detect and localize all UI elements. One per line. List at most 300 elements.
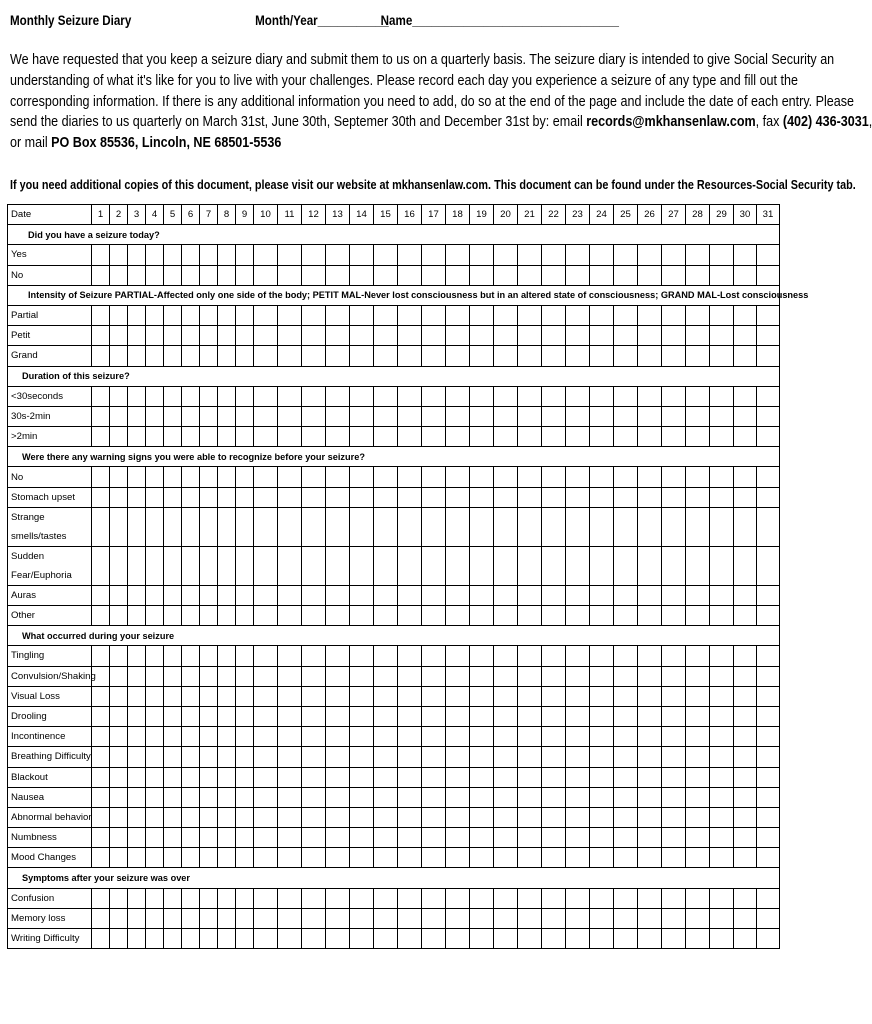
day-checkbox-cell[interactable]: [614, 747, 638, 767]
day-checkbox-cell[interactable]: [182, 346, 200, 366]
day-checkbox-cell[interactable]: [92, 585, 110, 605]
day-checkbox-cell[interactable]: [494, 686, 518, 706]
day-checkbox-cell[interactable]: [326, 727, 350, 747]
day-checkbox-cell[interactable]: [374, 727, 398, 747]
day-checkbox-cell[interactable]: [757, 888, 780, 908]
day-checkbox-cell[interactable]: [164, 666, 182, 686]
day-checkbox-cell[interactable]: [542, 666, 566, 686]
day-checkbox-cell[interactable]: [662, 888, 686, 908]
day-checkbox-cell[interactable]: [614, 848, 638, 868]
day-checkbox-cell[interactable]: [182, 706, 200, 726]
day-checkbox-cell[interactable]: [638, 245, 662, 265]
day-checkbox-cell[interactable]: [470, 767, 494, 787]
day-checkbox-cell[interactable]: [374, 487, 398, 507]
day-checkbox-cell[interactable]: [278, 305, 302, 325]
day-checkbox-cell[interactable]: [218, 606, 236, 626]
day-checkbox-cell[interactable]: [566, 467, 590, 487]
day-checkbox-cell[interactable]: [326, 305, 350, 325]
day-checkbox-cell[interactable]: [542, 326, 566, 346]
day-checkbox-cell[interactable]: [146, 828, 164, 848]
day-checkbox-cell[interactable]: [566, 606, 590, 626]
day-checkbox-cell[interactable]: [326, 888, 350, 908]
day-checkbox-cell[interactable]: [734, 767, 757, 787]
day-checkbox-cell[interactable]: [110, 848, 128, 868]
day-checkbox-cell[interactable]: [398, 848, 422, 868]
day-checkbox-cell[interactable]: [302, 908, 326, 928]
day-checkbox-cell[interactable]: [446, 686, 470, 706]
day-checkbox-cell[interactable]: [128, 305, 146, 325]
day-checkbox-cell[interactable]: [662, 487, 686, 507]
day-checkbox-cell[interactable]: [200, 828, 218, 848]
day-checkbox-cell[interactable]: [218, 807, 236, 827]
day-checkbox-cell[interactable]: [146, 767, 164, 787]
day-checkbox-cell[interactable]: [470, 546, 494, 585]
day-checkbox-cell[interactable]: [218, 767, 236, 787]
day-checkbox-cell[interactable]: [164, 767, 182, 787]
day-checkbox-cell[interactable]: [542, 767, 566, 787]
day-checkbox-cell[interactable]: [614, 828, 638, 848]
day-checkbox-cell[interactable]: [686, 507, 710, 546]
day-checkbox-cell[interactable]: [326, 787, 350, 807]
day-checkbox-cell[interactable]: [254, 848, 278, 868]
day-checkbox-cell[interactable]: [662, 326, 686, 346]
day-checkbox-cell[interactable]: [164, 346, 182, 366]
day-checkbox-cell[interactable]: [200, 305, 218, 325]
day-checkbox-cell[interactable]: [686, 686, 710, 706]
day-checkbox-cell[interactable]: [92, 908, 110, 928]
day-checkbox-cell[interactable]: [518, 346, 542, 366]
day-checkbox-cell[interactable]: [92, 807, 110, 827]
day-checkbox-cell[interactable]: [254, 787, 278, 807]
day-checkbox-cell[interactable]: [638, 908, 662, 928]
day-checkbox-cell[interactable]: [164, 386, 182, 406]
day-checkbox-cell[interactable]: [638, 427, 662, 447]
day-checkbox-cell[interactable]: [590, 546, 614, 585]
day-checkbox-cell[interactable]: [470, 346, 494, 366]
day-checkbox-cell[interactable]: [326, 546, 350, 585]
day-checkbox-cell[interactable]: [200, 507, 218, 546]
day-checkbox-cell[interactable]: [590, 747, 614, 767]
day-checkbox-cell[interactable]: [686, 727, 710, 747]
day-checkbox-cell[interactable]: [254, 467, 278, 487]
day-checkbox-cell[interactable]: [278, 787, 302, 807]
day-checkbox-cell[interactable]: [302, 888, 326, 908]
day-checkbox-cell[interactable]: [614, 727, 638, 747]
day-checkbox-cell[interactable]: [590, 807, 614, 827]
day-checkbox-cell[interactable]: [757, 848, 780, 868]
day-checkbox-cell[interactable]: [470, 787, 494, 807]
day-checkbox-cell[interactable]: [614, 507, 638, 546]
day-checkbox-cell[interactable]: [218, 546, 236, 585]
day-checkbox-cell[interactable]: [446, 406, 470, 426]
day-checkbox-cell[interactable]: [110, 646, 128, 666]
day-checkbox-cell[interactable]: [92, 427, 110, 447]
day-checkbox-cell[interactable]: [518, 386, 542, 406]
day-checkbox-cell[interactable]: [542, 888, 566, 908]
day-checkbox-cell[interactable]: [110, 507, 128, 546]
day-checkbox-cell[interactable]: [542, 305, 566, 325]
day-checkbox-cell[interactable]: [350, 747, 374, 767]
day-checkbox-cell[interactable]: [518, 646, 542, 666]
day-checkbox-cell[interactable]: [518, 606, 542, 626]
day-checkbox-cell[interactable]: [614, 245, 638, 265]
day-checkbox-cell[interactable]: [542, 467, 566, 487]
day-checkbox-cell[interactable]: [128, 606, 146, 626]
day-checkbox-cell[interactable]: [590, 305, 614, 325]
day-checkbox-cell[interactable]: [662, 747, 686, 767]
day-checkbox-cell[interactable]: [422, 767, 446, 787]
day-checkbox-cell[interactable]: [542, 807, 566, 827]
day-checkbox-cell[interactable]: [710, 666, 734, 686]
day-checkbox-cell[interactable]: [236, 888, 254, 908]
day-checkbox-cell[interactable]: [374, 606, 398, 626]
day-checkbox-cell[interactable]: [638, 386, 662, 406]
day-checkbox-cell[interactable]: [92, 828, 110, 848]
day-checkbox-cell[interactable]: [164, 807, 182, 827]
day-checkbox-cell[interactable]: [470, 427, 494, 447]
day-checkbox-cell[interactable]: [446, 467, 470, 487]
day-checkbox-cell[interactable]: [542, 606, 566, 626]
day-checkbox-cell[interactable]: [446, 585, 470, 605]
day-checkbox-cell[interactable]: [398, 406, 422, 426]
day-checkbox-cell[interactable]: [278, 848, 302, 868]
day-checkbox-cell[interactable]: [398, 908, 422, 928]
day-checkbox-cell[interactable]: [710, 265, 734, 285]
day-checkbox-cell[interactable]: [110, 585, 128, 605]
day-checkbox-cell[interactable]: [638, 467, 662, 487]
day-checkbox-cell[interactable]: [92, 546, 110, 585]
day-checkbox-cell[interactable]: [128, 386, 146, 406]
day-checkbox-cell[interactable]: [566, 666, 590, 686]
day-checkbox-cell[interactable]: [542, 828, 566, 848]
day-checkbox-cell[interactable]: [710, 828, 734, 848]
day-checkbox-cell[interactable]: [734, 706, 757, 726]
day-checkbox-cell[interactable]: [686, 807, 710, 827]
day-checkbox-cell[interactable]: [350, 487, 374, 507]
day-checkbox-cell[interactable]: [278, 427, 302, 447]
day-checkbox-cell[interactable]: [542, 929, 566, 949]
day-checkbox-cell[interactable]: [278, 807, 302, 827]
day-checkbox-cell[interactable]: [422, 807, 446, 827]
day-checkbox-cell[interactable]: [200, 706, 218, 726]
day-checkbox-cell[interactable]: [494, 546, 518, 585]
day-checkbox-cell[interactable]: [757, 585, 780, 605]
day-checkbox-cell[interactable]: [350, 908, 374, 928]
name-field[interactable]: Name________________________________: [380, 13, 619, 28]
day-checkbox-cell[interactable]: [638, 406, 662, 426]
day-checkbox-cell[interactable]: [734, 585, 757, 605]
day-checkbox-cell[interactable]: [236, 686, 254, 706]
day-checkbox-cell[interactable]: [422, 487, 446, 507]
day-checkbox-cell[interactable]: [686, 346, 710, 366]
day-checkbox-cell[interactable]: [218, 706, 236, 726]
day-checkbox-cell[interactable]: [200, 908, 218, 928]
day-checkbox-cell[interactable]: [146, 888, 164, 908]
day-checkbox-cell[interactable]: [398, 265, 422, 285]
day-checkbox-cell[interactable]: [734, 828, 757, 848]
day-checkbox-cell[interactable]: [218, 585, 236, 605]
day-checkbox-cell[interactable]: [757, 427, 780, 447]
day-checkbox-cell[interactable]: [398, 585, 422, 605]
day-checkbox-cell[interactable]: [686, 646, 710, 666]
day-checkbox-cell[interactable]: [518, 507, 542, 546]
day-checkbox-cell[interactable]: [236, 767, 254, 787]
day-checkbox-cell[interactable]: [200, 546, 218, 585]
day-checkbox-cell[interactable]: [350, 706, 374, 726]
day-checkbox-cell[interactable]: [398, 807, 422, 827]
day-checkbox-cell[interactable]: [374, 507, 398, 546]
day-checkbox-cell[interactable]: [326, 467, 350, 487]
day-checkbox-cell[interactable]: [164, 467, 182, 487]
day-checkbox-cell[interactable]: [254, 807, 278, 827]
day-checkbox-cell[interactable]: [662, 305, 686, 325]
day-checkbox-cell[interactable]: [164, 787, 182, 807]
day-checkbox-cell[interactable]: [398, 346, 422, 366]
day-checkbox-cell[interactable]: [254, 686, 278, 706]
day-checkbox-cell[interactable]: [494, 646, 518, 666]
day-checkbox-cell[interactable]: [422, 606, 446, 626]
day-checkbox-cell[interactable]: [146, 305, 164, 325]
day-checkbox-cell[interactable]: [542, 487, 566, 507]
day-checkbox-cell[interactable]: [164, 908, 182, 928]
day-checkbox-cell[interactable]: [614, 326, 638, 346]
day-checkbox-cell[interactable]: [128, 346, 146, 366]
day-checkbox-cell[interactable]: [566, 346, 590, 366]
day-checkbox-cell[interactable]: [182, 507, 200, 546]
day-checkbox-cell[interactable]: [278, 326, 302, 346]
day-checkbox-cell[interactable]: [494, 606, 518, 626]
day-checkbox-cell[interactable]: [446, 507, 470, 546]
day-checkbox-cell[interactable]: [614, 908, 638, 928]
day-checkbox-cell[interactable]: [638, 767, 662, 787]
day-checkbox-cell[interactable]: [146, 646, 164, 666]
day-checkbox-cell[interactable]: [518, 487, 542, 507]
day-checkbox-cell[interactable]: [494, 767, 518, 787]
day-checkbox-cell[interactable]: [164, 686, 182, 706]
day-checkbox-cell[interactable]: [638, 305, 662, 325]
day-checkbox-cell[interactable]: [734, 265, 757, 285]
day-checkbox-cell[interactable]: [182, 386, 200, 406]
day-checkbox-cell[interactable]: [710, 807, 734, 827]
day-checkbox-cell[interactable]: [236, 245, 254, 265]
day-checkbox-cell[interactable]: [734, 386, 757, 406]
day-checkbox-cell[interactable]: [710, 908, 734, 928]
day-checkbox-cell[interactable]: [494, 467, 518, 487]
day-checkbox-cell[interactable]: [518, 406, 542, 426]
day-checkbox-cell[interactable]: [710, 546, 734, 585]
day-checkbox-cell[interactable]: [757, 487, 780, 507]
day-checkbox-cell[interactable]: [302, 747, 326, 767]
day-checkbox-cell[interactable]: [446, 888, 470, 908]
day-checkbox-cell[interactable]: [446, 747, 470, 767]
day-checkbox-cell[interactable]: [374, 546, 398, 585]
day-checkbox-cell[interactable]: [236, 467, 254, 487]
day-checkbox-cell[interactable]: [92, 888, 110, 908]
day-checkbox-cell[interactable]: [566, 245, 590, 265]
day-checkbox-cell[interactable]: [662, 265, 686, 285]
day-checkbox-cell[interactable]: [470, 507, 494, 546]
day-checkbox-cell[interactable]: [422, 727, 446, 747]
day-checkbox-cell[interactable]: [757, 666, 780, 686]
day-checkbox-cell[interactable]: [734, 747, 757, 767]
day-checkbox-cell[interactable]: [92, 326, 110, 346]
day-checkbox-cell[interactable]: [566, 848, 590, 868]
day-checkbox-cell[interactable]: [128, 265, 146, 285]
day-checkbox-cell[interactable]: [236, 406, 254, 426]
day-checkbox-cell[interactable]: [146, 706, 164, 726]
day-checkbox-cell[interactable]: [662, 807, 686, 827]
day-checkbox-cell[interactable]: [518, 888, 542, 908]
day-checkbox-cell[interactable]: [164, 747, 182, 767]
day-checkbox-cell[interactable]: [278, 406, 302, 426]
day-checkbox-cell[interactable]: [146, 747, 164, 767]
day-checkbox-cell[interactable]: [92, 929, 110, 949]
day-checkbox-cell[interactable]: [146, 346, 164, 366]
day-checkbox-cell[interactable]: [542, 787, 566, 807]
day-checkbox-cell[interactable]: [757, 706, 780, 726]
day-checkbox-cell[interactable]: [182, 406, 200, 426]
day-checkbox-cell[interactable]: [662, 507, 686, 546]
day-checkbox-cell[interactable]: [686, 888, 710, 908]
day-checkbox-cell[interactable]: [164, 606, 182, 626]
day-checkbox-cell[interactable]: [566, 646, 590, 666]
day-checkbox-cell[interactable]: [757, 767, 780, 787]
day-checkbox-cell[interactable]: [470, 727, 494, 747]
day-checkbox-cell[interactable]: [326, 767, 350, 787]
day-checkbox-cell[interactable]: [374, 326, 398, 346]
day-checkbox-cell[interactable]: [566, 747, 590, 767]
day-checkbox-cell[interactable]: [662, 929, 686, 949]
day-checkbox-cell[interactable]: [254, 666, 278, 686]
day-checkbox-cell[interactable]: [350, 245, 374, 265]
day-checkbox-cell[interactable]: [326, 326, 350, 346]
day-checkbox-cell[interactable]: [734, 546, 757, 585]
day-checkbox-cell[interactable]: [182, 848, 200, 868]
day-checkbox-cell[interactable]: [518, 807, 542, 827]
day-checkbox-cell[interactable]: [518, 727, 542, 747]
day-checkbox-cell[interactable]: [422, 546, 446, 585]
day-checkbox-cell[interactable]: [638, 606, 662, 626]
day-checkbox-cell[interactable]: [686, 245, 710, 265]
day-checkbox-cell[interactable]: [326, 487, 350, 507]
day-checkbox-cell[interactable]: [128, 807, 146, 827]
day-checkbox-cell[interactable]: [218, 828, 236, 848]
day-checkbox-cell[interactable]: [254, 888, 278, 908]
day-checkbox-cell[interactable]: [734, 929, 757, 949]
day-checkbox-cell[interactable]: [590, 487, 614, 507]
day-checkbox-cell[interactable]: [566, 727, 590, 747]
day-checkbox-cell[interactable]: [494, 585, 518, 605]
day-checkbox-cell[interactable]: [146, 727, 164, 747]
day-checkbox-cell[interactable]: [686, 929, 710, 949]
day-checkbox-cell[interactable]: [638, 848, 662, 868]
day-checkbox-cell[interactable]: [638, 585, 662, 605]
day-checkbox-cell[interactable]: [662, 767, 686, 787]
day-checkbox-cell[interactable]: [614, 386, 638, 406]
day-checkbox-cell[interactable]: [278, 727, 302, 747]
day-checkbox-cell[interactable]: [614, 406, 638, 426]
day-checkbox-cell[interactable]: [218, 386, 236, 406]
day-checkbox-cell[interactable]: [422, 346, 446, 366]
day-checkbox-cell[interactable]: [350, 585, 374, 605]
day-checkbox-cell[interactable]: [590, 467, 614, 487]
day-checkbox-cell[interactable]: [422, 467, 446, 487]
day-checkbox-cell[interactable]: [278, 386, 302, 406]
day-checkbox-cell[interactable]: [422, 245, 446, 265]
day-checkbox-cell[interactable]: [200, 406, 218, 426]
day-checkbox-cell[interactable]: [590, 606, 614, 626]
day-checkbox-cell[interactable]: [662, 467, 686, 487]
day-checkbox-cell[interactable]: [164, 507, 182, 546]
day-checkbox-cell[interactable]: [542, 386, 566, 406]
day-checkbox-cell[interactable]: [422, 666, 446, 686]
day-checkbox-cell[interactable]: [374, 848, 398, 868]
day-checkbox-cell[interactable]: [254, 245, 278, 265]
day-checkbox-cell[interactable]: [422, 386, 446, 406]
day-checkbox-cell[interactable]: [326, 848, 350, 868]
day-checkbox-cell[interactable]: [254, 546, 278, 585]
day-checkbox-cell[interactable]: [398, 467, 422, 487]
day-checkbox-cell[interactable]: [757, 326, 780, 346]
day-checkbox-cell[interactable]: [302, 245, 326, 265]
day-checkbox-cell[interactable]: [757, 507, 780, 546]
day-checkbox-cell[interactable]: [470, 747, 494, 767]
day-checkbox-cell[interactable]: [218, 305, 236, 325]
day-checkbox-cell[interactable]: [590, 585, 614, 605]
day-checkbox-cell[interactable]: [302, 507, 326, 546]
day-checkbox-cell[interactable]: [494, 386, 518, 406]
day-checkbox-cell[interactable]: [200, 346, 218, 366]
day-checkbox-cell[interactable]: [734, 487, 757, 507]
day-checkbox-cell[interactable]: [566, 326, 590, 346]
day-checkbox-cell[interactable]: [302, 787, 326, 807]
day-checkbox-cell[interactable]: [686, 427, 710, 447]
day-checkbox-cell[interactable]: [302, 546, 326, 585]
day-checkbox-cell[interactable]: [662, 245, 686, 265]
day-checkbox-cell[interactable]: [326, 406, 350, 426]
day-checkbox-cell[interactable]: [182, 686, 200, 706]
day-checkbox-cell[interactable]: [494, 326, 518, 346]
day-checkbox-cell[interactable]: [710, 848, 734, 868]
day-checkbox-cell[interactable]: [146, 507, 164, 546]
day-checkbox-cell[interactable]: [662, 546, 686, 585]
day-checkbox-cell[interactable]: [710, 606, 734, 626]
day-checkbox-cell[interactable]: [470, 686, 494, 706]
day-checkbox-cell[interactable]: [757, 908, 780, 928]
day-checkbox-cell[interactable]: [146, 245, 164, 265]
day-checkbox-cell[interactable]: [110, 487, 128, 507]
day-checkbox-cell[interactable]: [350, 666, 374, 686]
day-checkbox-cell[interactable]: [182, 888, 200, 908]
day-checkbox-cell[interactable]: [278, 908, 302, 928]
day-checkbox-cell[interactable]: [254, 828, 278, 848]
day-checkbox-cell[interactable]: [710, 427, 734, 447]
day-checkbox-cell[interactable]: [757, 727, 780, 747]
day-checkbox-cell[interactable]: [374, 467, 398, 487]
day-checkbox-cell[interactable]: [638, 646, 662, 666]
day-checkbox-cell[interactable]: [254, 326, 278, 346]
day-checkbox-cell[interactable]: [614, 305, 638, 325]
day-checkbox-cell[interactable]: [110, 908, 128, 928]
day-checkbox-cell[interactable]: [686, 585, 710, 605]
day-checkbox-cell[interactable]: [236, 666, 254, 686]
day-checkbox-cell[interactable]: [182, 265, 200, 285]
day-checkbox-cell[interactable]: [236, 807, 254, 827]
day-checkbox-cell[interactable]: [128, 848, 146, 868]
day-checkbox-cell[interactable]: [638, 265, 662, 285]
day-checkbox-cell[interactable]: [278, 245, 302, 265]
day-checkbox-cell[interactable]: [254, 386, 278, 406]
